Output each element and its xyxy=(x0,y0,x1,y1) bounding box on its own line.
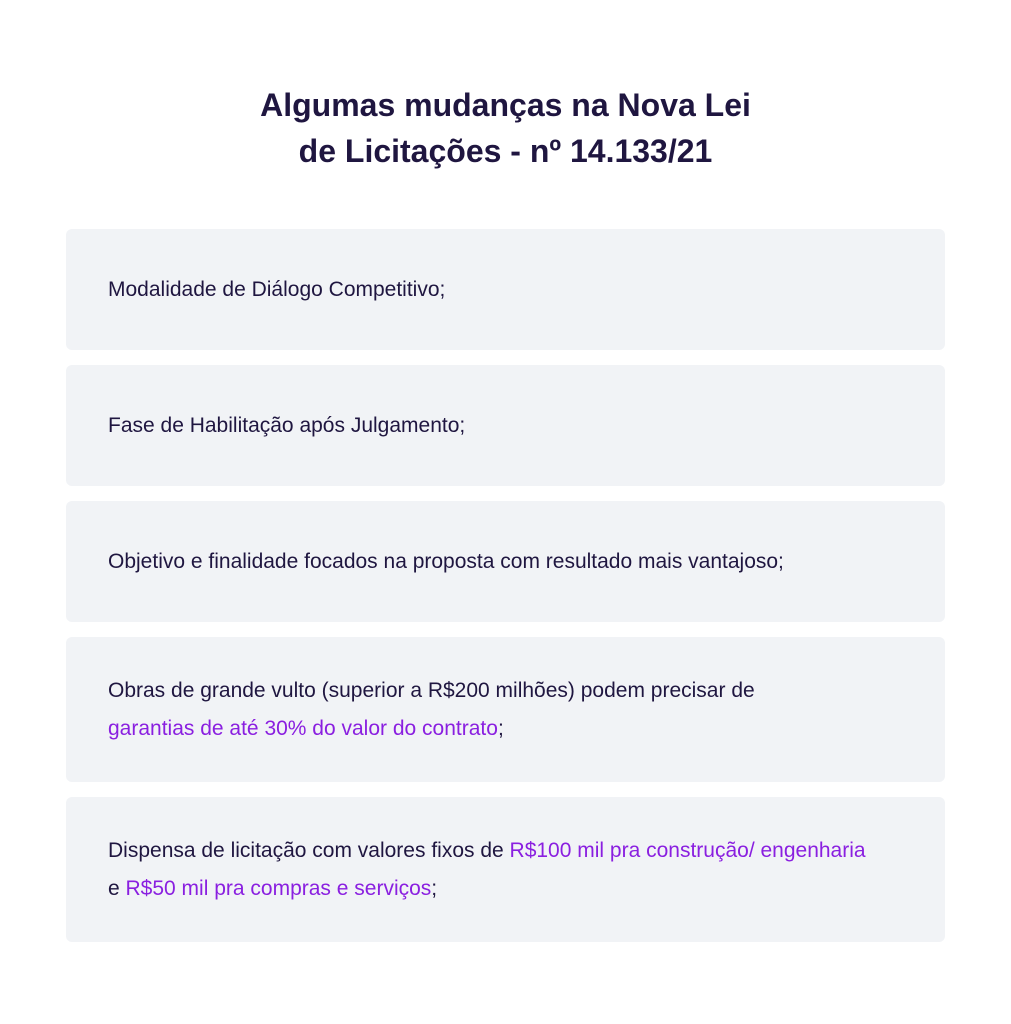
change-card-text: Objetivo e finalidade focados na proposta com resultado mais vantajoso; xyxy=(108,549,784,573)
change-card-text xyxy=(108,672,755,748)
change-card-dispensa-licitacao xyxy=(66,797,945,942)
change-card-highlight: garantias de até 30% do valor do contrato xyxy=(108,716,498,740)
change-card-obras-grande-vulto xyxy=(66,637,945,782)
page-title-line-2: de Licitações - nº 14.133/21 xyxy=(298,133,713,169)
change-card-text-part: Dispensa de licitação com valores fixos de xyxy=(108,838,510,862)
change-card-text xyxy=(108,832,878,908)
change-card-text-part: ; xyxy=(431,876,438,900)
change-card-fase-habilitacao xyxy=(66,365,945,486)
change-card-highlight: R$100 mil pra construção/ engenharia xyxy=(509,838,866,862)
page-title-line-1: Algumas mudanças na Nova Lei xyxy=(260,87,751,123)
page-title xyxy=(0,82,1011,174)
change-card-text: Modalidade de Diálogo Competitivo; xyxy=(108,277,446,301)
change-card-highlight: R$50 mil pra compras e serviços xyxy=(125,876,432,900)
change-card-dialogo-competitivo xyxy=(66,229,945,350)
change-card-text: Fase de Habilitação após Julgamento; xyxy=(108,413,466,437)
change-card-objetivo-finalidade xyxy=(66,501,945,622)
change-card-text-part: ; xyxy=(497,716,504,740)
change-card-text-part: e xyxy=(108,876,126,900)
change-card-text-part: Obras de grande vulto (superior a R$200 milhões) podem precisar de xyxy=(108,678,755,702)
